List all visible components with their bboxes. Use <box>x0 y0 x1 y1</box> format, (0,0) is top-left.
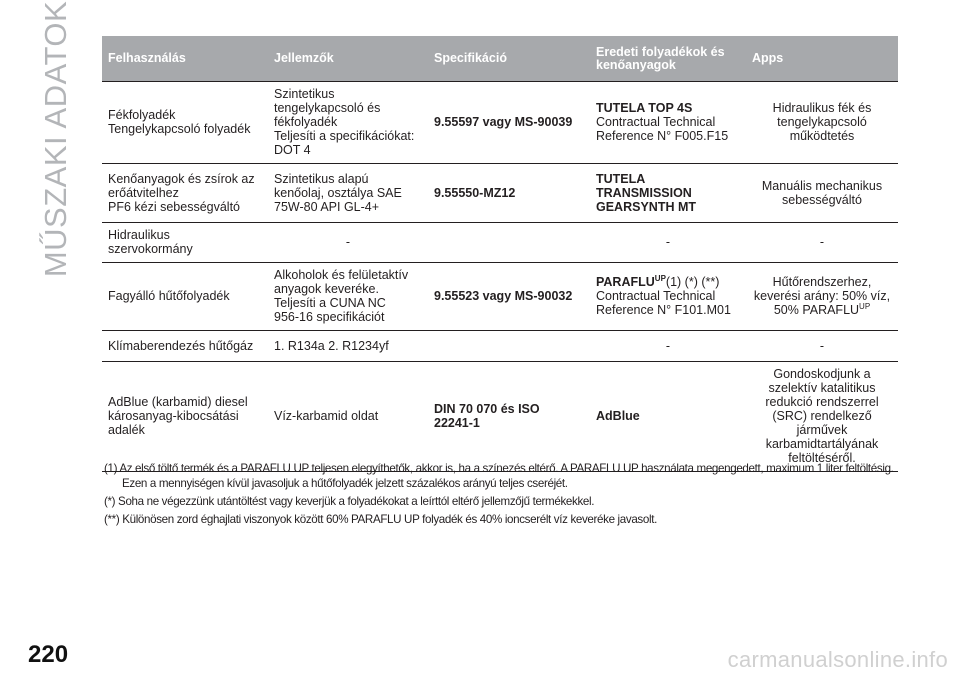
fluids-lubricants-table <box>102 36 898 472</box>
footnote-2: (*) Soha ne végezzünk utántöltést vagy keverjük a folyadékokat a leírttól eltérő jellemzőjű termékekkel. <box>104 495 595 508</box>
footnote-1-continuation: Ezen a mennyiségen kívül javasoljuk a hűtőfolyadék jelzett százalékos arányú teljes cseréjét. <box>122 477 568 490</box>
cell-features: Víz-karbamid oldat <box>268 362 428 472</box>
header-apps: Apps <box>746 36 898 82</box>
cell-usage: Fékfolyadék Tengelykapcsoló folyadék <box>102 82 268 164</box>
footnote-3: (**) Különösen zord éghajlati viszonyok között 60% PARAFLU UP folyadék és 40% ioncserélt víz keveréke javasolt. <box>104 513 657 526</box>
table-row <box>102 331 898 362</box>
original-reference: Contractual Technical Reference N° F101.M01 <box>596 289 731 317</box>
cell-spec: DIN 70 070 és ISO 22241-1 <box>428 362 590 472</box>
cell-apps: Manuális mechanikus sebességváltó <box>746 164 898 223</box>
cell-features: Szintetikus alapú kenőolaj, osztálya SAE 75W-80 API GL-4+ <box>268 164 428 223</box>
cell-usage: AdBlue (karbamid) diesel károsanyag-kibocsátási adalék <box>102 362 268 472</box>
cell-spec: 9.55597 vagy MS-90039 <box>428 82 590 164</box>
original-product-name: TUTELA TRANSMISSION GEARSYNTH MT <box>596 171 696 214</box>
section-title-vertical <box>36 0 76 278</box>
footnote-1 <box>104 461 904 491</box>
cell-original: - <box>590 223 746 263</box>
cell-usage: Hidraulikus szervokormány <box>102 223 268 263</box>
original-product-sup: UP <box>654 273 666 283</box>
footnotes <box>104 461 904 530</box>
cell-features: Alkoholok és felületaktív anyagok keveréke. Teljesíti a CUNA NC 956-16 specifikációt <box>268 263 428 331</box>
page-number: 220 <box>28 641 69 668</box>
table-row <box>102 362 898 472</box>
footer-watermark: carmanualsonline.info <box>727 647 948 672</box>
cell-spec <box>428 223 590 263</box>
table-row <box>102 263 898 331</box>
cell-features: - <box>268 223 428 263</box>
original-product-name: TUTELA TOP 4S <box>596 101 693 115</box>
cell-original <box>590 263 746 331</box>
cell-spec: 9.55550-MZ12 <box>428 164 590 223</box>
cell-apps: - <box>746 223 898 263</box>
cell-apps: Hidraulikus fék és tengelykapcsoló működtetés <box>746 82 898 164</box>
cell-original: - <box>590 331 746 362</box>
original-product-notes: (1) (*) (**) <box>665 275 720 289</box>
table-row <box>102 164 898 223</box>
cell-features: Szintetikus tengelykapcsoló és fékfolyadék Teljesíti a specifikációkat: DOT 4 <box>268 82 428 164</box>
cell-features: 1. R134a 2. R1234yf <box>268 331 428 362</box>
original-product-line <box>596 275 740 289</box>
apps-sup: UP <box>859 301 871 311</box>
table-row <box>102 223 898 263</box>
original-product-name: PARAFLU <box>596 275 655 289</box>
cell-spec <box>428 331 590 362</box>
header-features: Jellemzők <box>268 36 428 82</box>
cell-apps: Gondoskodjunk a szelektív katalitikus redukció rendszerrel (SRC) rendelkező járművek karbamidtartályának feltöltéséről. <box>746 362 898 472</box>
original-reference: Contractual Technical Reference N° F005.F15 <box>596 115 729 143</box>
cell-usage: Klímaberendezés hűtőgáz <box>102 331 268 362</box>
cell-apps <box>746 263 898 331</box>
footnote-1-text: (1) Az első töltő termék és a PARAFLU UP teljesen elegyíthetők, akkor is, ha a színezés eltérő. A PARAFLU UP használata megengedett, maximum 1 liter feltöltésig. <box>104 462 894 475</box>
cell-usage: Fagyálló hűtőfolyadék <box>102 263 268 331</box>
apps-text: Hűtőrendszerhez, keverési arány: 50% víz, 50% PARAFLU <box>753 275 891 317</box>
cell-original: AdBlue <box>590 362 746 472</box>
cell-spec: 9.55523 vagy MS-90032 <box>428 263 590 331</box>
cell-usage: Kenőanyagok és zsírok az erőátvitelhez PF6 kézi sebességváltó <box>102 164 268 223</box>
cell-original <box>590 164 746 223</box>
cell-original <box>590 82 746 164</box>
table-row <box>102 82 898 164</box>
header-spec: Specifikáció <box>428 36 590 82</box>
header-usage: Felhasználás <box>102 36 268 82</box>
table-header-row <box>102 36 898 82</box>
cell-apps: - <box>746 331 898 362</box>
header-original: Eredeti folyadékok és kenőanyagok <box>590 36 746 82</box>
section-title-text: MŰSZAKI ADATOK <box>38 0 73 278</box>
